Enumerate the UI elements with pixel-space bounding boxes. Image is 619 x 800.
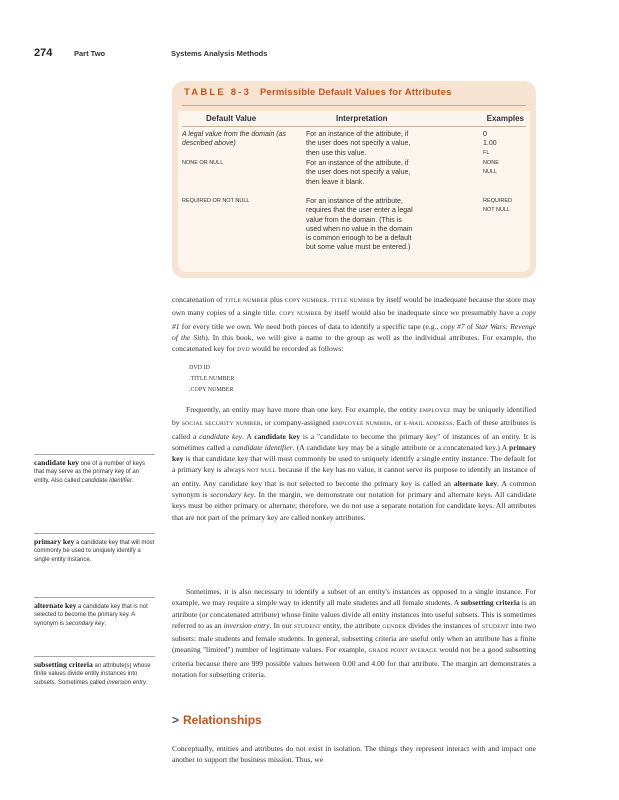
column-header-interpretation: Interpretation <box>336 114 388 123</box>
margin-definition: subsetting criteria an attribute(s) whose finite values divide entity instances into subsets. Sometimes called inversion entry. <box>34 656 155 687</box>
body-paragraph-subsetting: Sometimes, it is also necessary to identify a subset of an entity's instances as opposed to a single instance. For example, we may require a simple way to identify all male students and all female students. A subsetting criteria is an attribute (or concatenated attribute) whose finite values divide all entity instances into useful subsets. This is sometimes referred to as an inversion entry. In our STUDENT entity, the attribute GENDER divides the instances of STUDENT into two subsets: male students and female students. In general, subsetting criteria are useful only when an attribute has a finite (meaning "limited") number of legitimate values. For example, GRADE POINT AVERAGE would not be a good subsetting criteria because there are 999 possible values between 0.00 and 4.00 for that attribute. The margin art demonstrates a notation for subsetting criteria. <box>172 587 537 680</box>
table-cell-example: FL <box>483 149 490 156</box>
margin-definition: alternate key a candidate key that is not selected to become the primary key. A synonym is secondary key. <box>34 597 155 628</box>
margin-definition: primary key a candidate key that will most commonly be used to uniquely identify a single entity instance. <box>34 533 155 564</box>
table-number: TABLE 8-3 <box>184 87 252 98</box>
table-cell-interpretation: For an instance of the attribute, requires that the user enter a legal value from the domain. (This is used when no value in the domain is common enough to be a default but some value must be entered.) <box>306 198 413 252</box>
table-cell-default: A legal value from the domain (as described above) <box>182 131 287 148</box>
body-paragraph-keys: Frequently, an entity may have more than one key. For example, the entity EMPLOYEE may be uniquely identified by SOCIAL SECURITY NUMBER, or company-assigned EMPLOYEE NUMBER, or E-MAIL ADDRESS. Each of these attributes is called a candidate key. A candidate key is a "candidate to become the primary key" of instances of an entity. It is sometimes called a candidate identifier. (A candidate key may be a single attribute or a concatenated key.) A primary key is that candidate key that will most commonly be used to uniquely identify a single entity instance. The default for a primary key is always NOT NULL because if the key has no value, it cannot serve its purpose to identify an instance of an entity. Any candidate key that is not selected to become the primary key is called an alternate key. A common synonym is secondary key. In the margin, we demonstrate our notation for primary and alternate keys. All candidate keys must be either primary or alternate; therefore, we do not use a separate notation for candidate keys. All attributes that are not part of the primary key are called nonkey attributes. <box>172 405 537 522</box>
table-caption-rule <box>182 105 526 106</box>
section-heading-relationships <box>172 713 262 727</box>
defaults-table <box>172 81 536 278</box>
code-line: DVD ID <box>189 365 210 371</box>
code-line: .TITLE NUMBER <box>189 376 235 382</box>
table-header-rule <box>182 126 526 127</box>
table-cell-example: NONE <box>483 160 499 166</box>
margin-definition: candidate key one of a number of keys that may serve as the primary key of an entity. Also called candidate identifier. <box>34 454 155 485</box>
table-cell-default: REQUIRED OR NOT NULL <box>182 198 250 204</box>
table-title: Permissible Default Values for Attributes <box>259 87 452 98</box>
table-cell-example: NULL <box>483 169 498 176</box>
table-cell-example: 1.00 <box>483 140 497 148</box>
key-notation-listing <box>189 363 234 396</box>
body-paragraph-relationships: Conceptually, entities and attributes do not exist in isolation. The things they represent interact with and impact one another to support the business mission. Thus, we <box>172 744 536 765</box>
chapter-title: Systems Analysis Methods <box>171 49 268 58</box>
part-label: Part Two <box>74 49 106 58</box>
table-cell-interpretation: For an instance of the attribute, if the user does not specify a value, then leave it blank. <box>306 160 411 186</box>
body-paragraph-concatenation: concatenation of TITLE NUMBER plus COPY NUMBER. TITLE NUMBER by itself would be inadequate because the store may own many copies of a single title. COPY NUMBER by itself would also be inadequate since we presumably have a copy #1 for every title we own. We need both pieces of data to identify a specific tape (e.g., copy #7 of Star Wars: Revenge of the Sith). In this book, we will give a name to the group as well as the individual attributes. For example, the concatenated key for DVD would be recorded as follows: <box>172 295 537 354</box>
margin-term: candidate key <box>34 458 79 467</box>
section-marker: > <box>172 713 180 727</box>
table-body <box>178 111 530 272</box>
column-header-default: Default Value <box>206 114 257 123</box>
section-title: Relationships <box>183 713 262 727</box>
column-header-examples: Examples <box>486 114 524 123</box>
margin-term: subsetting criteria <box>34 660 93 669</box>
table-cell-default: NONE OR NULL <box>182 160 224 166</box>
table-cell-example: 0 <box>483 131 487 138</box>
table-cell-interpretation: For an instance of the attribute, if the user does not specify a value, then use this value. <box>306 131 411 157</box>
table-cell-example: REQUIRED <box>483 198 513 204</box>
page-number: 274 <box>34 47 53 59</box>
table-cell-example: NOT NULL <box>483 207 511 214</box>
code-line: .COPY NUMBER <box>189 387 234 393</box>
table-caption <box>184 87 452 98</box>
margin-term: alternate key <box>34 601 77 610</box>
margin-term: primary key <box>34 537 75 546</box>
